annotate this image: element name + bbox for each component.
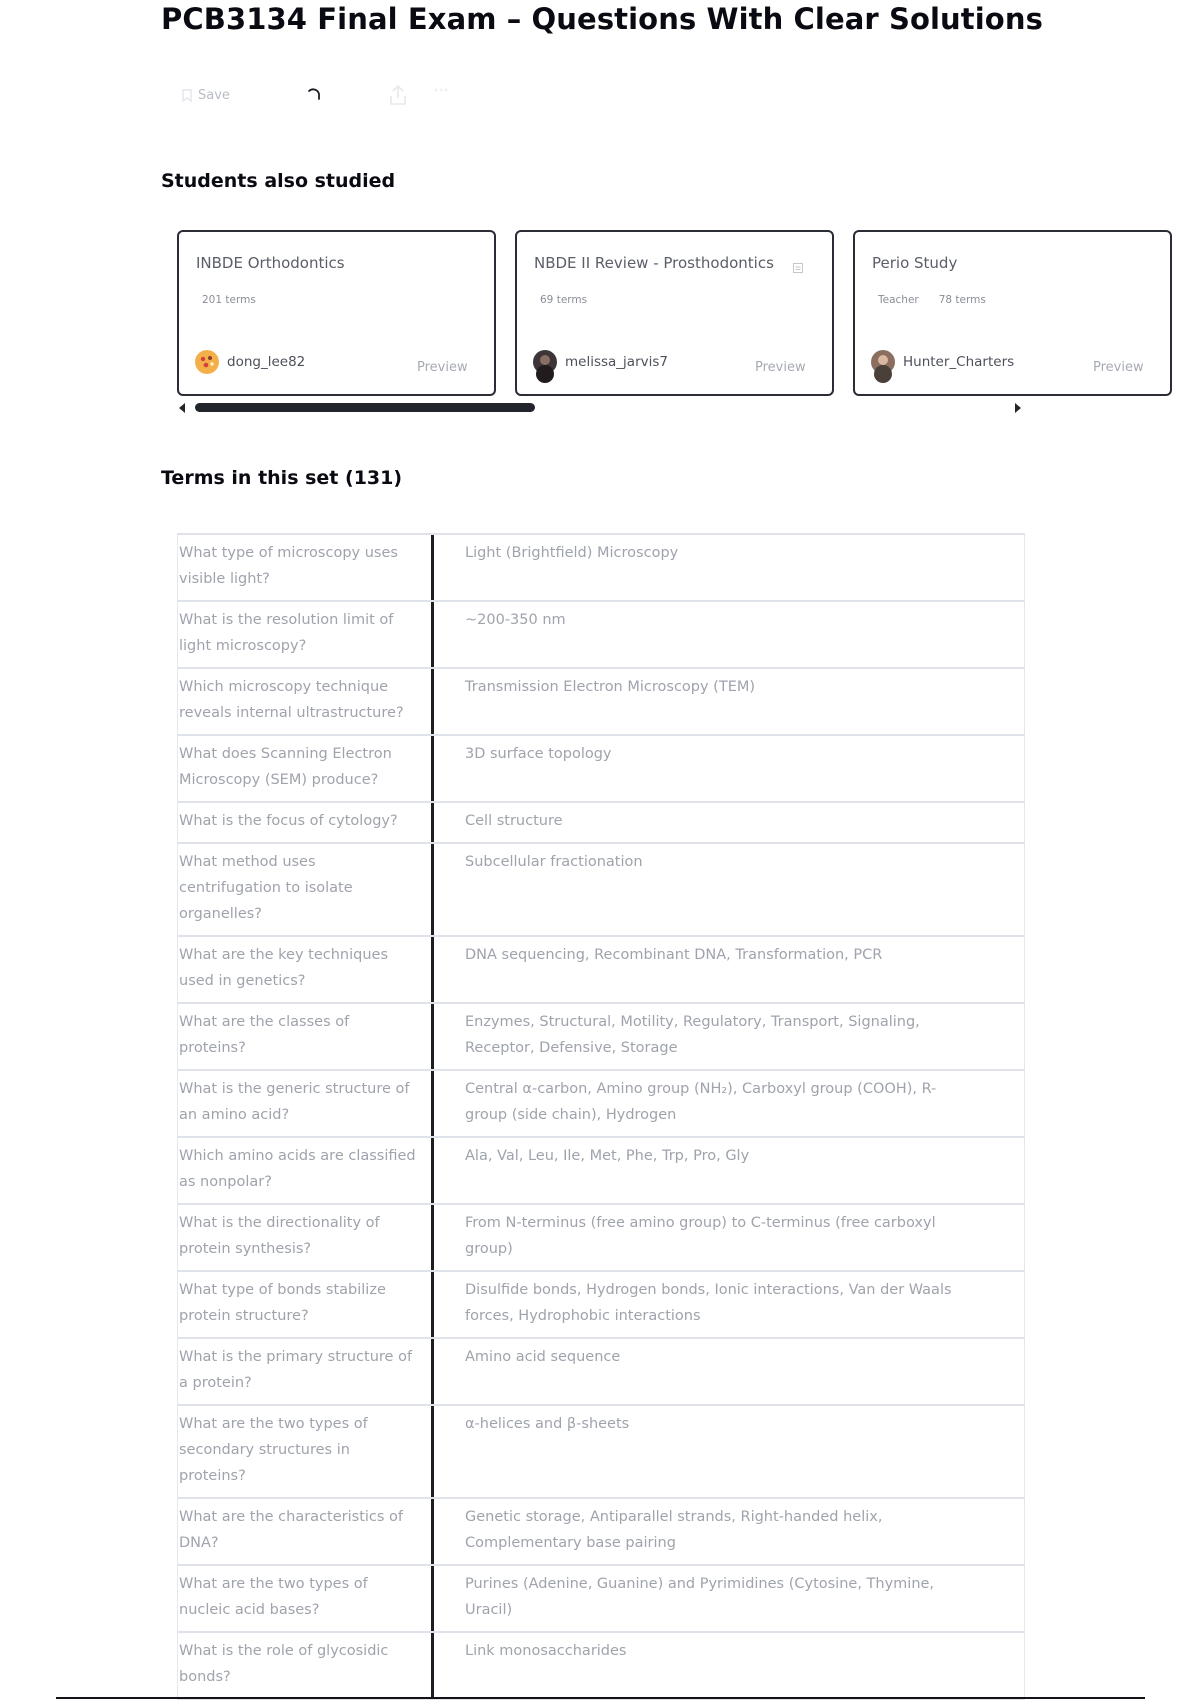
term-question: What are the two types of secondary structures in proteins?	[178, 1406, 434, 1497]
save-button[interactable]	[182, 88, 230, 103]
card-title: INBDE Orthodontics	[196, 254, 345, 272]
more-icon[interactable]	[434, 88, 448, 92]
term-answer: Genetic storage, Antiparallel strands, Right-handed helix, Complementary base pairing	[465, 1509, 883, 1551]
table-row[interactable]	[177, 1406, 1025, 1499]
term-answer: Subcellular fractionation	[465, 854, 643, 870]
term-question: What is the focus of cytology?	[178, 803, 434, 842]
table-row[interactable]	[177, 602, 1025, 669]
terms-table	[177, 533, 1025, 1700]
term-question: Which microscopy technique reveals internal ultrastructure?	[178, 669, 434, 734]
table-row[interactable]	[177, 1633, 1025, 1700]
card-author[interactable]	[533, 350, 668, 374]
preview-button[interactable]: Preview	[1093, 360, 1144, 375]
spinner-icon	[306, 87, 322, 103]
avatar	[195, 350, 219, 374]
term-answer: Light (Brightfield) Microscopy	[465, 545, 679, 561]
term-answer: Enzymes, Structural, Motility, Regulatory, Transport, Signaling, Receptor, Defensive, Storage	[465, 1014, 920, 1056]
card-meta	[202, 294, 256, 306]
term-count: 201 terms	[202, 294, 256, 306]
term-answer: DNA sequencing, Recombinant DNA, Transformation, PCR	[465, 947, 883, 963]
set-toolbar	[178, 84, 538, 112]
term-answer: From N-terminus (free amino group) to C-terminus (free carboxyl group)	[465, 1215, 936, 1257]
term-question: What is the directionality of protein synthesis?	[178, 1205, 434, 1270]
term-question: What are the key techniques used in genetics?	[178, 937, 434, 1002]
teacher-badge: Teacher	[878, 294, 919, 306]
avatar	[533, 350, 557, 374]
page-divider	[56, 1697, 1145, 1699]
term-question: What is the generic structure of an amino acid?	[178, 1071, 434, 1136]
term-answer: Ala, Val, Leu, Ile, Met, Phe, Trp, Pro, Gly	[465, 1148, 750, 1164]
author-name: dong_lee82	[227, 354, 306, 370]
card-title	[534, 254, 803, 272]
table-row[interactable]	[177, 937, 1025, 1004]
card-title-text: NBDE II Review - Prosthodontics	[534, 254, 774, 272]
related-set-card[interactable]	[515, 230, 834, 396]
term-question: What type of microscopy uses visible light?	[178, 535, 434, 600]
scroll-right-icon[interactable]	[1015, 403, 1021, 413]
document-icon	[793, 259, 803, 269]
term-question: What does Scanning Electron Microscopy (SEM) produce?	[178, 736, 434, 801]
card-title: Perio Study	[872, 254, 958, 272]
table-row[interactable]	[177, 1071, 1025, 1138]
term-question: What are the classes of proteins?	[178, 1004, 434, 1069]
card-author[interactable]	[195, 350, 305, 374]
related-set-card[interactable]	[177, 230, 496, 396]
term-count: 69 terms	[540, 294, 588, 306]
table-row[interactable]	[177, 1004, 1025, 1071]
term-question: Which amino acids are classified as nonpolar?	[178, 1138, 434, 1203]
term-answer: Central α-carbon, Amino group (NH₂), Carboxyl group (COOH), R-group (side chain), Hydrogen	[465, 1081, 937, 1123]
scroll-left-icon[interactable]	[179, 403, 185, 413]
table-row[interactable]	[177, 1339, 1025, 1406]
term-answer: Transmission Electron Microscopy (TEM)	[465, 679, 756, 695]
term-question: What is the role of glycosidic bonds?	[178, 1633, 434, 1698]
avatar	[871, 350, 895, 374]
term-answer: Disulfide bonds, Hydrogen bonds, Ionic interactions, Van der Waals forces, Hydrophobic interactions	[465, 1282, 952, 1324]
term-answer: Amino acid sequence	[465, 1349, 621, 1365]
term-answer: α-helices and β-sheets	[465, 1416, 630, 1432]
term-question: What are the two types of nucleic acid bases?	[178, 1566, 434, 1631]
table-row[interactable]	[177, 535, 1025, 602]
term-question: What is the resolution limit of light microscopy?	[178, 602, 434, 667]
term-question: What is the primary structure of a protein?	[178, 1339, 434, 1404]
related-sets-heading: Students also studied	[161, 170, 396, 192]
term-answer: Purines (Adenine, Guanine) and Pyrimidines (Cytosine, Thymine, Uracil)	[465, 1576, 935, 1618]
table-row[interactable]	[177, 1272, 1025, 1339]
preview-button[interactable]: Preview	[417, 360, 468, 375]
terms-heading: Terms in this set (131)	[161, 467, 403, 489]
related-set-card[interactable]	[853, 230, 1172, 396]
bookmark-icon	[182, 89, 192, 102]
related-sets-carousel	[177, 230, 1144, 417]
table-row[interactable]	[177, 1499, 1025, 1566]
term-answer: Link monosaccharides	[465, 1643, 627, 1659]
preview-button[interactable]: Preview	[755, 360, 806, 375]
term-answer: ~200-350 nm	[465, 612, 566, 628]
share-icon[interactable]	[388, 84, 408, 106]
table-row[interactable]	[177, 803, 1025, 844]
card-meta	[878, 294, 986, 306]
term-answer: 3D surface topology	[465, 746, 612, 762]
table-row[interactable]	[177, 844, 1025, 937]
table-row[interactable]	[177, 1566, 1025, 1633]
term-question: What are the characteristics of DNA?	[178, 1499, 434, 1564]
author-name: melissa_jarvis7	[565, 354, 668, 370]
table-row[interactable]	[177, 1205, 1025, 1272]
term-answer: Cell structure	[465, 813, 563, 829]
card-meta	[540, 294, 587, 306]
table-row[interactable]	[177, 1138, 1025, 1205]
author-name: Hunter_Charters	[903, 354, 1015, 370]
term-question: What method uses centrifugation to isolate organelles?	[178, 844, 434, 935]
table-row[interactable]	[177, 736, 1025, 803]
table-row[interactable]	[177, 669, 1025, 736]
term-count: 78 terms	[938, 294, 986, 306]
term-question: What type of bonds stabilize protein structure?	[178, 1272, 434, 1337]
card-author[interactable]	[871, 350, 1014, 374]
page-title: PCB3134 Final Exam – Questions With Clear Solutions	[161, 2, 1043, 36]
scrollbar-thumb[interactable]	[195, 403, 535, 412]
save-label: Save	[198, 88, 230, 103]
